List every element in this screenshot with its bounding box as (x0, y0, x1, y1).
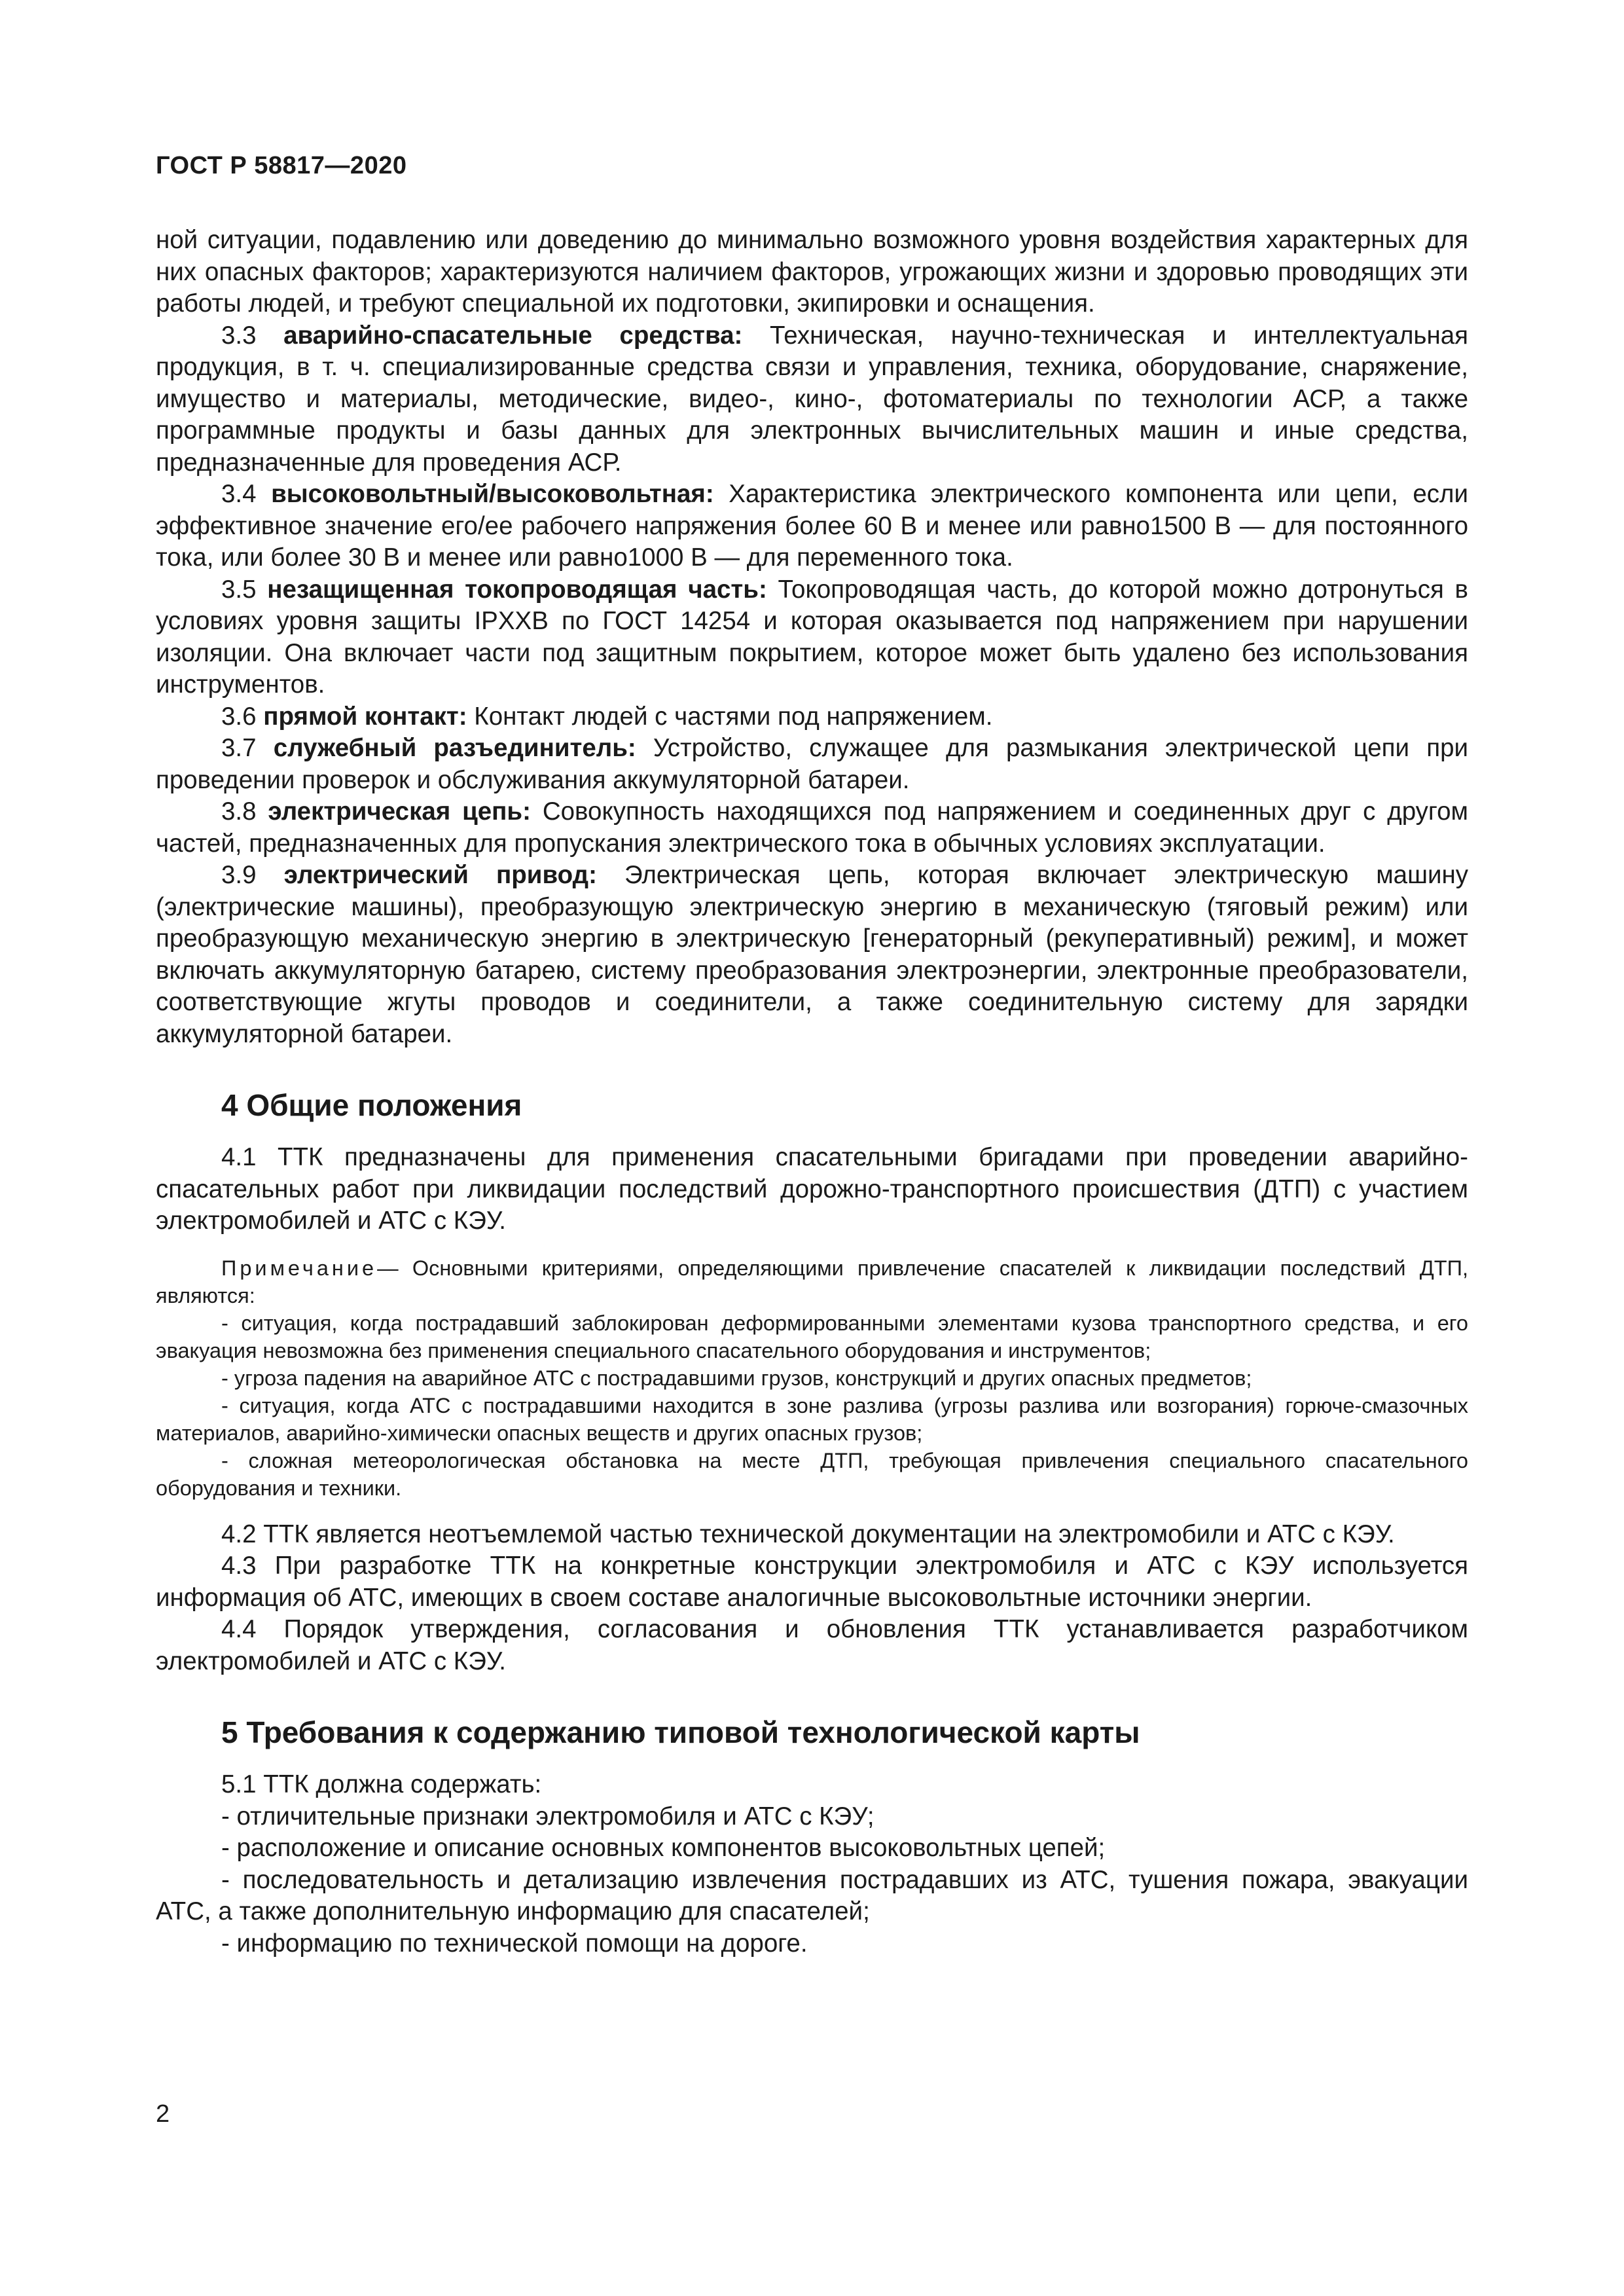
definition-3-3 (156, 320, 1468, 479)
section-heading-5: 5 Требования к содержанию типовой технологической карты (221, 1715, 1140, 1749)
document-header: ГОСТ Р 58817—2020 (156, 152, 407, 179)
definition-3-5 (156, 574, 1468, 701)
clause-4-1: 4.1 ТТК предназначены для применения спасательными бригадами при проведении аварийно-спасательных работ при ликвидации последствий дорожно-транспортного происшествия (ДТП) с участием электромобилей и АТС с КЭУ. (156, 1143, 1468, 1235)
clause-4-3: 4.3 При разработке ТТК на конкретные конструкции электромобиля и АТС с КЭУ используется информация об АТС, имеющих в своем составе аналогичные высоковольтные источники энергии. (156, 1552, 1468, 1612)
note-block (156, 1254, 1468, 1502)
definition-text: Техническая, научно-техническая и интеллектуальная продукция, в т. ч. специализированные средства связи и управления, техника, оборудование, снаряжение, имущество и материалы, методические, видео-, кино-, фотоматериалы по технологии АСР, а также программные продукты и базы данных для электронных вычислительных машин и иные средства, предназначенные для проведения АСР. (156, 321, 1469, 477)
definition-text: Контакт людей с частями под напряжением. (474, 702, 993, 731)
clause-4-2: 4.2 ТТК является неотъемлемой частью технической документации на электромобили и АТС с КЭУ. (221, 1520, 1395, 1548)
clause-number: 3.7 (221, 734, 257, 762)
clause-number: 3.9 (221, 861, 257, 889)
definition-3-7 (156, 733, 1468, 796)
term: незащищенная токопроводящая часть: (267, 575, 767, 604)
note-item: - ситуация, когда АТС с пострадавшими находится в зоне разлива (угрозы разлива или возгорания) горюче-смазочных материалов, аварийно-химически опасных веществ и других опасных грузов; (156, 1393, 1468, 1445)
clause-number: 3.3 (221, 321, 257, 350)
clause-number: 3.4 (221, 480, 257, 508)
definition-text: Характеристика электрического компонента или цепи, если эффективное значение его/ее рабочего напряжения более 60 В и менее или равно1500 В — для постоянного тока, или более 30 В и менее или равно1000 В — для переменного тока. (156, 480, 1469, 572)
list-item: - отличительные признаки электромобиля и АТС с КЭУ; (221, 1802, 875, 1831)
term: высоковольтный/высоковольтная: (271, 480, 714, 508)
clause-number: 3.5 (221, 575, 257, 604)
definition-3-4 (156, 479, 1468, 574)
page-number: 2 (156, 2100, 170, 2128)
note-intro (156, 1254, 1468, 1309)
paragraph-continuation: ной ситуации, подавлению или доведению до минимально возможного уровня воздействия характерных для них опасных факторов; характеризуются наличием факторов, угрожающих жизни и здоровью проводящих эти работы людей, и требуют специальной их подготовки, экипировки и оснащения. (156, 226, 1468, 318)
term: электрическая цепь: (268, 797, 531, 826)
clause-5-1: 5.1 ТТК должна содержать: (221, 1770, 542, 1798)
clause-number: 3.6 (221, 702, 257, 731)
document-body (156, 225, 1468, 1959)
definition-text: Токопроводящая часть, до которой можно дотронуться в условиях уровня защиты IPXXB по ГОСТ 14254 и которая оказывается под напряжением при нарушении изоляции. Она включает части под защитным покрытием, которое может быть удалено без использования инструментов. (156, 575, 1469, 699)
definition-text: Совокупность находящихся под напряжением и соединенных друг с другом частей, предназначенных для пропускания электрического тока в обычных условиях эксплуатации. (156, 797, 1469, 858)
note-intro-text: — Основными критериями, определяющими привлечение спасателей к ликвидации последствий ДТП, являются: (156, 1256, 1468, 1307)
term: служебный разъединитель: (273, 734, 636, 762)
definition-text: Электрическая цепь, которая включает электрическую машину (электрические машины), преобразующую электрическую энергию в механическую (тяговый режим) или преобразующую механическую энергию в электрическую [генераторный (рекуперативный) режим], и может включать аккумуляторную батарею, систему преобразования электроэнергии, электронные преобразователи, соответствующие жгуты проводов и соединители, а также соединительную систему для зарядки аккумуляторной батареи. (156, 861, 1468, 1048)
list-item: - последовательность и детализацию извлечения пострадавших из АТС, тушения пожара, эвакуации АТС, а также дополнительную информацию для спасателей; (156, 1865, 1468, 1925)
section-heading-4: 4 Общие положения (221, 1088, 522, 1122)
definition-3-6 (156, 701, 1468, 733)
note-item: - ситуация, когда пострадавший заблокирован деформированными элементами кузова транспортного средства, и его эвакуация невозможна без применения специального спасательного оборудования и инструментов; (156, 1311, 1468, 1362)
definition-3-8 (156, 796, 1468, 860)
clause-number: 3.8 (221, 797, 257, 826)
definition-text: Устройство, служащее для размыкания электрической цепи при проведении проверок и обслуживания аккумуляторной батареи. (156, 734, 1468, 794)
note-item: - сложная метеорологическая обстановка на месте ДТП, требующая привлечения специального спасательного оборудования и техники. (156, 1448, 1468, 1500)
term: прямой контакт: (263, 702, 467, 731)
list-item: - информацию по технической помощи на дороге. (221, 1929, 808, 1958)
list-item: - расположение и описание основных компонентов высоковольтных цепей; (221, 1834, 1106, 1862)
term: аварийно-спасательные средства: (283, 321, 743, 350)
term: электрический привод: (283, 861, 597, 889)
note-label: Примечание (221, 1256, 378, 1280)
clause-4-4: 4.4 Порядок утверждения, согласования и обновления ТТК устанавливается разработчиком электромобилей и АТС с КЭУ. (156, 1615, 1468, 1675)
note-item: - угроза падения на аварийное АТС с пострадавшими грузов, конструкций и других опасных предметов; (221, 1366, 1252, 1390)
definition-3-9 (156, 860, 1468, 1050)
